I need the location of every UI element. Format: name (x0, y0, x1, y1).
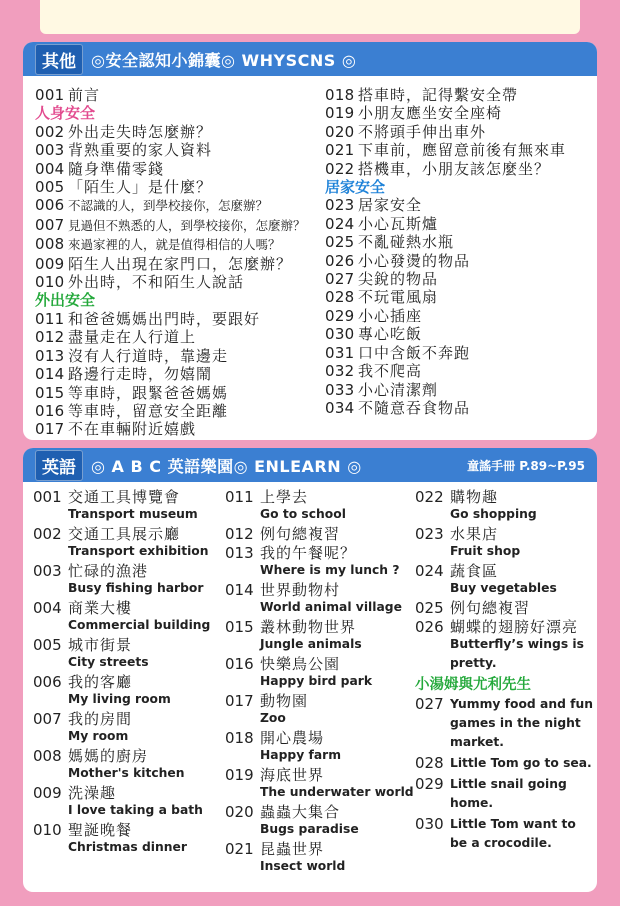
item-number: 011 (35, 309, 65, 328)
item-number: 022 (415, 488, 444, 506)
item-title: 不玩電風扇 (358, 288, 439, 307)
list-item (415, 775, 593, 813)
list-item (325, 252, 595, 270)
item-number: 006 (33, 673, 62, 691)
item-title: 交通工具展示廳 (68, 525, 181, 543)
item-number: 003 (33, 562, 62, 580)
list-item-header (33, 486, 223, 505)
item-title: 等車時，跟緊爸爸媽媽 (68, 383, 229, 402)
list-item-header (415, 486, 593, 505)
list-item (415, 560, 593, 597)
item-number: 025 (415, 599, 444, 617)
list-item (35, 402, 325, 420)
english-title: Little snail going home. (450, 777, 567, 810)
item-number: 021 (225, 840, 254, 858)
list-item (33, 782, 223, 819)
list-item-header (225, 653, 417, 672)
list-item (35, 328, 325, 346)
list-item-header (225, 579, 417, 598)
list-item (325, 399, 595, 417)
item-title: 外出走失時怎麼辦？ (68, 122, 213, 141)
item-number: 002 (33, 525, 62, 543)
english-title: Where is my lunch ? (260, 563, 400, 577)
item-number: 011 (225, 488, 254, 506)
list-item (33, 523, 223, 560)
english-title: My room (68, 729, 129, 743)
list-item (33, 745, 223, 782)
english-title: Busy fishing harbor (68, 581, 204, 595)
item-title: 小心清潔劑 (358, 380, 439, 399)
item-number: 025 (325, 233, 355, 252)
list-item (415, 523, 593, 560)
item-number: 007 (33, 710, 62, 728)
list-item-header (225, 764, 417, 783)
item-number: 013 (35, 346, 65, 365)
item-title: 下車前，應留意前後有無來車 (358, 141, 567, 160)
item-number: 030 (325, 325, 355, 344)
list-item-header (33, 671, 223, 690)
item-number: 014 (35, 365, 65, 384)
item-title: 城市街景 (68, 636, 133, 654)
list-item (225, 838, 417, 875)
list-item (325, 307, 595, 325)
item-title: 世界動物村 (260, 581, 341, 599)
item-title: 來過家裡的人，就是值得相信的人嗎？ (68, 237, 281, 253)
item-title: 快樂鳥公園 (260, 655, 341, 673)
item-number: 010 (33, 821, 62, 839)
item-number: 002 (35, 122, 65, 141)
english-title: Little Tom go to sea. (450, 756, 592, 770)
item-title: 搭機車，小朋友該怎麼坐？ (358, 159, 551, 178)
item-number: 023 (325, 196, 355, 215)
list-item (325, 104, 595, 122)
list-item (225, 523, 417, 542)
list-item (325, 381, 595, 399)
list-item (225, 764, 417, 801)
list-item-header (225, 690, 417, 709)
item-title: 居家安全 (358, 196, 423, 215)
item-number: 010 (35, 273, 65, 292)
item-title: 沒有人行道時，靠邊走 (68, 346, 229, 365)
category-heading: 外出安全 (35, 291, 96, 310)
item-title: 路邊行走時，勿嬉鬧 (68, 365, 213, 384)
list-item-header (225, 542, 417, 561)
item-title: 見過但不熟悉的人，到學校接你，怎麼辦？ (68, 217, 306, 233)
english-title: Yummy food and fun games in the night market. (450, 697, 594, 749)
item-number: 001 (35, 86, 65, 104)
list-item (325, 344, 595, 362)
item-number: 021 (325, 141, 355, 160)
item-number: 018 (325, 86, 355, 104)
item-title: 小朋友應坐安全座椅 (358, 104, 503, 123)
english-column-1 (33, 486, 223, 856)
item-number: 008 (33, 747, 62, 765)
list-item (325, 270, 595, 288)
list-item (325, 215, 595, 233)
item-number: 017 (225, 692, 254, 710)
item-title: 水果店 (450, 525, 499, 543)
list-item (415, 486, 593, 523)
list-item (325, 362, 595, 380)
item-title: 不亂碰熱水瓶 (358, 233, 455, 252)
english-title: Buy vegetables (450, 581, 557, 595)
item-number: 019 (325, 104, 355, 123)
item-title: 我的房間 (68, 710, 133, 728)
list-item (325, 86, 595, 104)
item-number: 028 (415, 754, 444, 772)
list-item (35, 141, 325, 159)
item-number: 009 (33, 784, 62, 802)
item-number: 029 (415, 775, 444, 793)
item-number: 015 (225, 618, 254, 636)
section-title: ◎ A B C 英語樂園◎ ENLEARN ◎ (91, 456, 362, 476)
list-item-header (33, 745, 223, 764)
item-title: 蔬食區 (450, 562, 499, 580)
item-number: 014 (225, 581, 254, 599)
list-item (33, 486, 223, 523)
item-number: 008 (35, 235, 65, 254)
list-item (33, 560, 223, 597)
list-item (225, 653, 417, 690)
item-number: 003 (35, 141, 65, 160)
item-title: 專心吃飯 (358, 325, 423, 344)
item-number: 020 (325, 122, 355, 141)
item-title: 小心瓦斯爐 (358, 214, 439, 233)
item-number: 006 (35, 196, 65, 215)
item-title: 陌生人出現在家門口，怎麼辦？ (68, 254, 293, 273)
top-tab (40, 0, 580, 34)
item-title: 前言 (68, 86, 101, 104)
page-reference: 童謠手冊 P.89~P.95 (467, 459, 585, 473)
list-item (415, 597, 593, 616)
item-number: 007 (35, 215, 65, 234)
english-title: I love taking a bath (68, 803, 203, 817)
item-title: 我不爬高 (358, 362, 423, 381)
list-item (325, 233, 595, 251)
list-item (35, 86, 325, 104)
list-item (325, 141, 595, 159)
item-title: 叢林動物世界 (260, 618, 357, 636)
item-title: 我的客廳 (68, 673, 133, 691)
item-number: 033 (325, 380, 355, 399)
english-title: World animal village (260, 600, 402, 614)
list-item (33, 597, 223, 634)
list-item-header (225, 801, 417, 820)
item-title: 隨身準備零錢 (68, 159, 165, 178)
item-title: 蝴蝶的翅膀好漂亮 (450, 618, 579, 636)
item-number: 018 (225, 729, 254, 747)
item-title: 搭車時，記得繫安全帶 (358, 86, 519, 104)
item-number: 027 (415, 695, 444, 713)
list-item-header (33, 708, 223, 727)
list-item (225, 542, 417, 579)
item-number: 030 (415, 815, 444, 833)
item-number: 017 (35, 420, 65, 439)
item-number: 016 (225, 655, 254, 673)
item-number: 023 (415, 525, 444, 543)
english-title: Transport museum (68, 507, 198, 521)
item-title: 「陌生人」是什麼？ (68, 178, 213, 197)
item-number: 022 (325, 159, 355, 178)
english-title: The underwater world (260, 785, 414, 799)
english-title: Zoo (260, 711, 286, 725)
item-title: 小心發燙的物品 (358, 251, 471, 270)
category-heading: 小湯姆與尤利先生 (415, 677, 531, 693)
english-column-2 (225, 486, 417, 875)
item-title: 口中含飯不奔跑 (358, 343, 471, 362)
item-number: 012 (225, 525, 254, 543)
item-title: 例句總複習 (260, 525, 341, 543)
list-item (35, 420, 325, 438)
list-item (33, 671, 223, 708)
item-number: 020 (225, 803, 254, 821)
list-item-header (225, 838, 417, 857)
english-title: Transport exhibition (68, 544, 209, 558)
safety-panel (23, 42, 597, 440)
english-title: Butterfly’s wings is pretty. (450, 637, 584, 670)
english-column-3 (415, 486, 593, 855)
list-item-header (33, 597, 223, 616)
item-title: 昆蟲世界 (260, 840, 325, 858)
english-title: Little Tom want to be a crocodile. (450, 817, 576, 850)
item-number: 001 (33, 488, 62, 506)
safety-left-column (35, 86, 325, 439)
item-number: 012 (35, 328, 65, 347)
item-title: 不隨意吞食物品 (358, 398, 471, 417)
item-title: 開心農場 (260, 729, 325, 747)
list-item-header (415, 616, 593, 635)
item-number: 031 (325, 343, 355, 362)
item-title: 和爸爸媽媽出門時，要跟好 (68, 309, 261, 328)
item-title: 不在車輛附近嬉戲 (68, 420, 197, 439)
item-title: 蟲蟲大集合 (260, 803, 341, 821)
item-title: 我的午餐呢？ (260, 544, 357, 562)
item-number: 027 (325, 270, 355, 289)
list-item (225, 616, 417, 653)
item-number: 015 (35, 383, 65, 402)
english-title: Commercial building (68, 618, 211, 632)
item-title: 不認識的人，到學校接你，怎麼辦？ (68, 198, 269, 214)
list-item (415, 695, 593, 752)
list-item (35, 160, 325, 178)
english-title: Christmas dinner (68, 840, 187, 854)
list-item (225, 727, 417, 764)
list-item (415, 754, 593, 773)
item-title: 不將頭手伸出車外 (358, 122, 487, 141)
item-title: 忙碌的漁港 (68, 562, 149, 580)
list-item (35, 347, 325, 365)
item-number: 034 (325, 398, 355, 417)
list-item (35, 216, 325, 235)
item-number: 004 (35, 159, 65, 178)
english-title: Insect world (260, 859, 346, 873)
item-title: 海底世界 (260, 766, 325, 784)
item-number: 026 (415, 618, 444, 636)
item-title: 交通工具博覽會 (68, 488, 181, 506)
list-item-header (33, 634, 223, 653)
english-title: Happy bird park (260, 674, 372, 688)
item-number: 016 (35, 401, 65, 420)
section-title: ◎安全認知小錦囊◎ WHYSCNS ◎ (91, 50, 357, 70)
english-title: Go shopping (450, 507, 537, 521)
list-item-header (225, 486, 417, 505)
list-item-header (415, 597, 593, 616)
item-title: 洗澡趣 (68, 784, 117, 802)
list-item (33, 708, 223, 745)
item-number: 005 (35, 178, 65, 197)
english-title: Mother's kitchen (68, 766, 185, 780)
list-item (325, 288, 595, 306)
item-number: 004 (33, 599, 62, 617)
item-title: 聖誕晚餐 (68, 821, 133, 839)
english-title: Happy farm (260, 748, 342, 762)
english-title: Bugs paradise (260, 822, 359, 836)
list-item (415, 815, 593, 853)
item-title: 購物趣 (450, 488, 499, 506)
item-number: 026 (325, 251, 355, 270)
english-title: Go to school (260, 507, 346, 521)
list-item (35, 196, 325, 215)
english-title: City streets (68, 655, 149, 669)
list-item (33, 819, 223, 856)
list-item-header (415, 560, 593, 579)
list-item (225, 690, 417, 727)
english-header (23, 448, 597, 482)
item-number: 024 (325, 214, 355, 233)
list-item (325, 160, 595, 178)
item-number: 028 (325, 288, 355, 307)
list-item-header (33, 819, 223, 838)
list-item (35, 235, 325, 254)
list-item-header (33, 523, 223, 542)
item-title: 媽媽的廚房 (68, 747, 149, 765)
category-badge: 英語 (35, 450, 83, 481)
item-title: 動物園 (260, 692, 309, 710)
item-title: 背熟重要的家人資料 (68, 141, 213, 160)
safety-header (23, 42, 597, 76)
safety-right-column (325, 86, 595, 417)
category-heading: 居家安全 (325, 178, 386, 197)
list-item (415, 616, 593, 673)
list-item (35, 365, 325, 383)
item-number: 005 (33, 636, 62, 654)
item-title: 商業大樓 (68, 599, 133, 617)
list-item (325, 196, 595, 214)
item-title: 例句總複習 (450, 599, 531, 617)
category-badge: 其他 (35, 44, 83, 75)
item-title: 外出時，不和陌生人說話 (68, 273, 245, 292)
list-item (225, 486, 417, 523)
list-item-header (33, 782, 223, 801)
item-number: 013 (225, 544, 254, 562)
list-item (35, 255, 325, 273)
list-item-header (225, 727, 417, 746)
english-title: Jungle animals (260, 637, 362, 651)
item-title: 盡量走在人行道上 (68, 328, 197, 347)
list-item-header (415, 523, 593, 542)
list-item (35, 178, 325, 196)
category-heading: 人身安全 (35, 104, 96, 123)
list-item (225, 801, 417, 838)
item-number: 009 (35, 254, 65, 273)
list-item (225, 579, 417, 616)
list-item (33, 634, 223, 671)
list-item (35, 273, 325, 291)
item-title: 上學去 (260, 488, 309, 506)
english-title: My living room (68, 692, 171, 706)
list-item-header (225, 616, 417, 635)
list-item (35, 310, 325, 328)
item-number: 024 (415, 562, 444, 580)
item-number: 032 (325, 362, 355, 381)
item-number: 019 (225, 766, 254, 784)
list-item (35, 123, 325, 141)
list-item (325, 325, 595, 343)
english-title: Fruit shop (450, 544, 521, 558)
item-title: 小心插座 (358, 306, 423, 325)
list-item-header (225, 523, 417, 542)
list-item (35, 384, 325, 402)
list-item (325, 123, 595, 141)
item-number: 029 (325, 306, 355, 325)
english-panel (23, 448, 597, 892)
item-title: 尖銳的物品 (358, 270, 439, 289)
item-title: 等車時，留意安全距離 (68, 401, 229, 420)
list-item-header (33, 560, 223, 579)
